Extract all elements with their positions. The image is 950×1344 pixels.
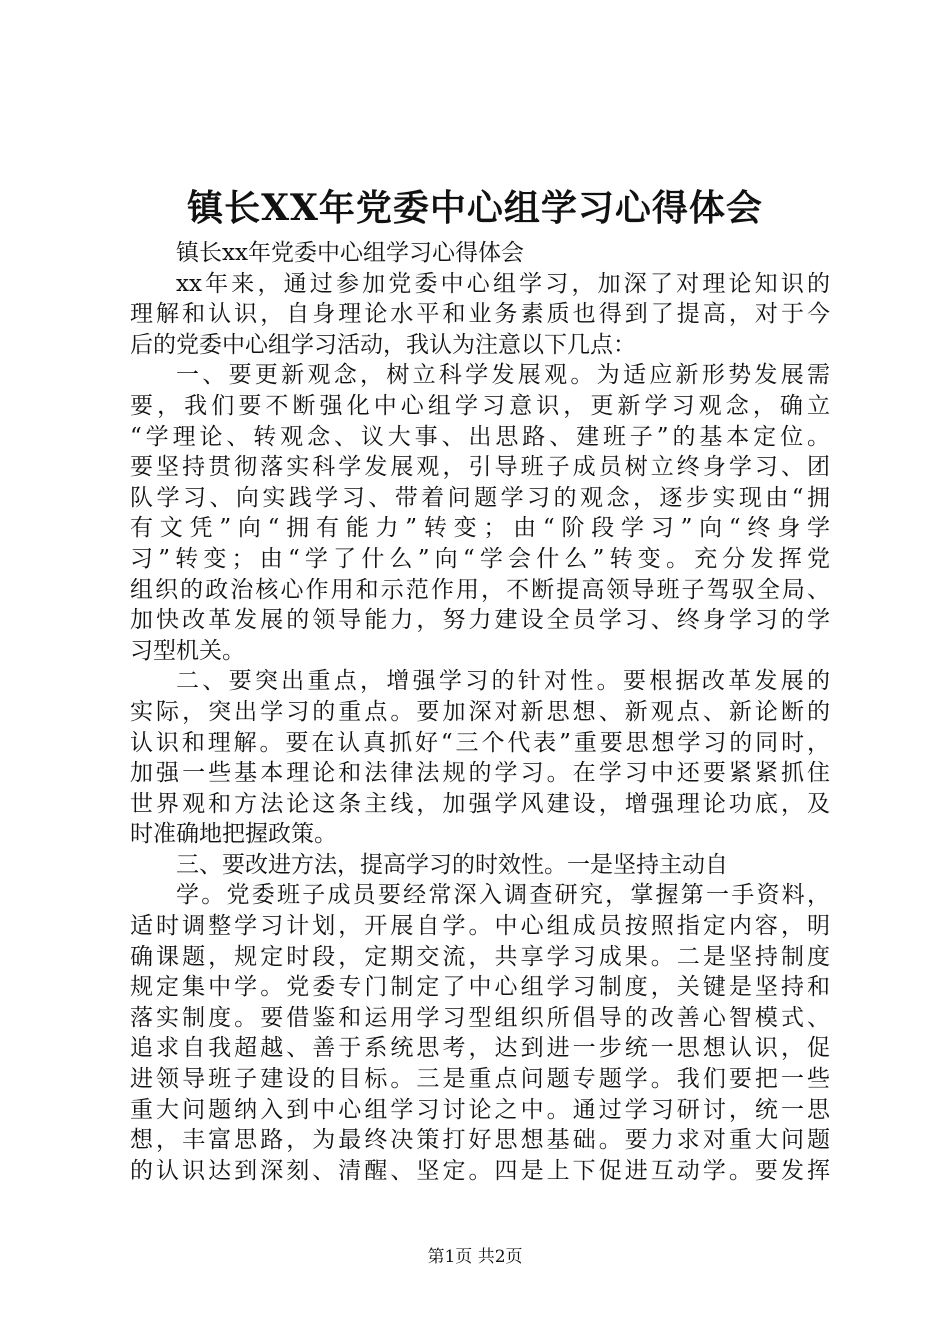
text-line: 时准确地把握政策。 — [130, 821, 337, 848]
text-line: 重大问题纳入到中心组学习讨论之中。通过学习研讨，统一思 — [130, 1096, 830, 1123]
text-line: 进领导班子建设的目标。三是重点问题专题学。我们要把一些 — [130, 1066, 830, 1093]
text-line: 加强一些基本理论和法律法规的学习。在学习中还要紧紧抓住 — [130, 760, 830, 787]
text-line: 要坚持贯彻落实科学发展观，引导班子成员树立终身学习、团 — [130, 454, 830, 481]
text-line: 组织的政治核心作用和示范作用，不断提高领导班子驾驭全局、 — [130, 576, 830, 603]
text-line: 规定集中学。党委专门制定了中心组学习制度，关键是坚持和 — [130, 974, 830, 1001]
text-line: 适时调整学习计划，开展自学。中心组成员按照指定内容，明 — [130, 913, 830, 940]
page-footer: 第1页 共2页 — [427, 1247, 523, 1267]
text-line: 加快改革发展的领导能力，努力建设全员学习、终身学习的学 — [130, 607, 830, 634]
text-line: 一、要更新观念，树立科学发展观。为适应新形势发展需 — [176, 362, 830, 389]
text-line: 后的党委中心组学习活动，我认为注意以下几点： — [130, 331, 636, 358]
document-title: 镇长XX年党委中心组学习心得体会 — [187, 187, 763, 229]
text-line: 落实制度。要借鉴和运用学习型组织所倡导的改善心智模式、 — [130, 1004, 830, 1031]
text-line: 队学习、向实践学习、带着问题学习的观念，逐步实现由“拥 — [130, 484, 830, 511]
text-line: 世界观和方法论这条主线，加强学风建设，增强理论功底，及 — [130, 790, 830, 817]
text-line: 镇长xx年党委中心组学习心得体会 — [176, 240, 524, 266]
document-body — [130, 238, 830, 1186]
text-line: “学理论、转观念、议大事、出思路、建班子”的基本定位。 — [130, 423, 830, 450]
text-line: 习型机关。 — [130, 637, 245, 664]
text-line: 习”转变；由“学了什么”向“学会什么”转变。充分发挥党 — [130, 545, 830, 572]
text-line: 想，丰富思路，为最终决策打好思想基础。要力求对重大问题 — [130, 1127, 830, 1154]
text-line: 有文凭”向“拥有能力”转变；由“阶段学习”向“终身学 — [130, 515, 830, 542]
text-line: 的认识达到深刻、清醒、坚定。四是上下促进互动学。要发挥 — [130, 1157, 830, 1184]
text-line: 理解和认识，自身理论水平和业务素质也得到了提高，对于今 — [130, 301, 830, 328]
text-line: 实际，突出学习的重点。要加深对新思想、新观点、新论断的 — [130, 698, 830, 725]
text-line: 确课题，规定时段，定期交流，共享学习成果。二是坚持制度 — [130, 943, 830, 970]
text-line: 要，我们要不断强化中心组学习意识，更新学习观念，确立 — [130, 392, 830, 419]
text-line: 三、要改进方法，提高学习的时效性。一是坚持主动自 — [176, 851, 728, 878]
text-line: 二、要突出重点，增强学习的针对性。要根据改革发展的 — [176, 668, 830, 695]
text-line: 追求自我超越、善于系统思考，达到进一步统一思想认识，促 — [130, 1035, 830, 1062]
text-line: 学。党委班子成员要经常深入调查研究，掌握第一手资料， — [176, 882, 830, 909]
text-line: xx年来，通过参加党委中心组学习，加深了对理论知识的 — [176, 270, 830, 297]
text-line: 认识和理解。要在认真抓好“三个代表”重要思想学习的同时， — [130, 729, 830, 756]
